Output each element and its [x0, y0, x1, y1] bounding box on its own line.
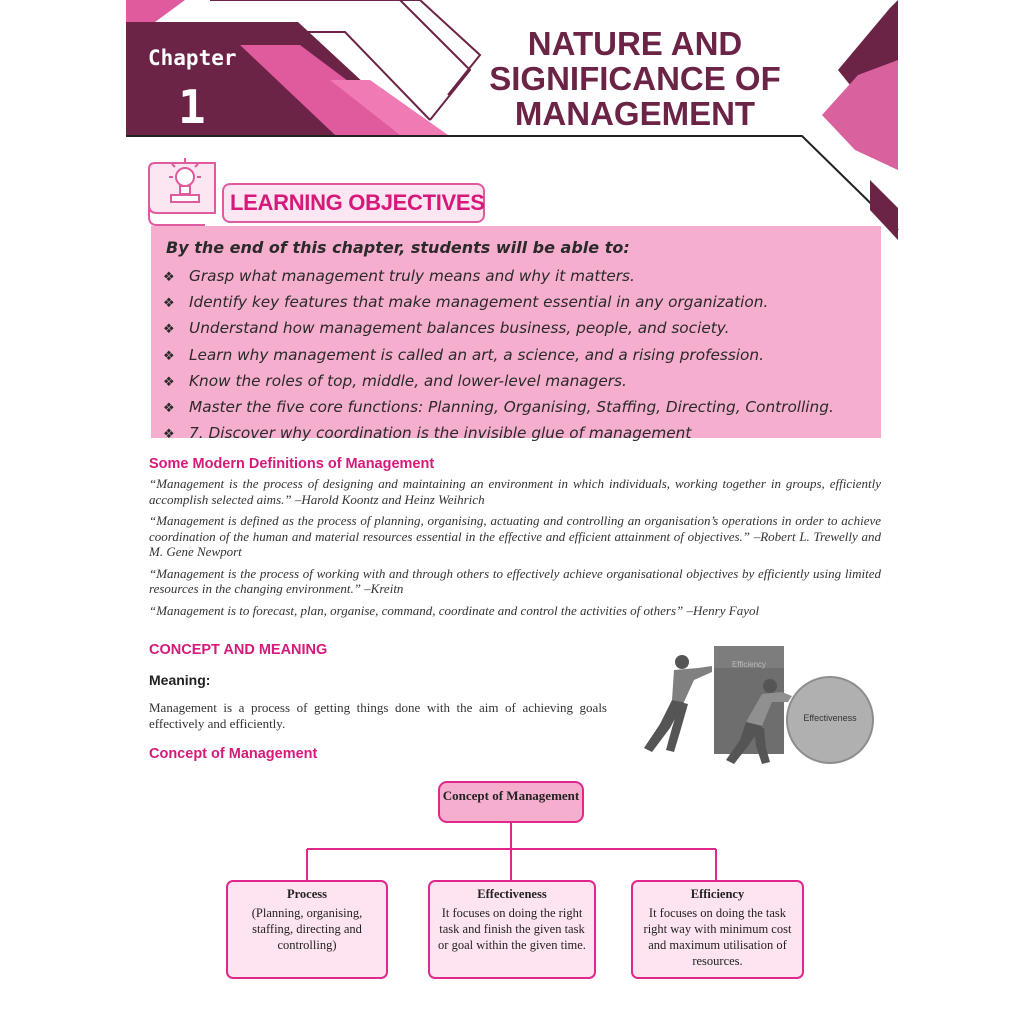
chapter-label: Chapter: [148, 46, 237, 70]
bullet-icon: ❖: [163, 270, 175, 285]
definitions-heading: Some Modern Definitions of Management: [149, 456, 435, 472]
objective-text: Grasp what management truly means and why it matters.: [189, 267, 635, 285]
chapter-title-line: MANAGEMENT: [514, 95, 756, 132]
objective-text: Know the roles of top, middle, and lower-level managers.: [189, 371, 627, 390]
node-title: Efficiency: [690, 887, 745, 901]
person-left-icon: [644, 655, 712, 752]
list-item: [163, 343, 834, 369]
bullet-icon: ❖: [163, 427, 175, 443]
definitions-list: [149, 476, 881, 624]
learning-objectives-heading: LEARNING OBJECTIVES: [230, 190, 485, 215]
node-text: It focuses on doing the task right way with minimum cost and maximum utilisation of resources.: [643, 906, 792, 968]
illustration-block-label: Efficiency: [731, 660, 767, 669]
chapter-number: 1: [178, 80, 206, 134]
illustration-ball-label: Effectiveness: [803, 713, 857, 723]
concept-meaning-heading: CONCEPT AND MEANING: [149, 642, 328, 658]
diagram-node-efficiency: [631, 880, 804, 979]
learning-objectives-intro: By the end of this chapter, students will be able to:: [166, 238, 630, 257]
node-title: Effectiveness: [477, 887, 547, 901]
list-item: [163, 316, 834, 342]
definition-item: “Management is the process of designing and maintaining an environment in which individuals, working together in groups, efficiently accomplish selected aims.” –Harold Koontz and Heinz Weihrich: [149, 476, 881, 507]
diagram-node-process: [226, 880, 388, 979]
lightbulb-scroll-icon: [145, 155, 225, 230]
list-item: [163, 264, 834, 290]
objective-text: Master the five core functions: Planning, Organising, Staffing, Directing, Controlling.: [189, 398, 834, 417]
diagram-node-effectiveness: [428, 880, 596, 979]
diagram-root-node: Concept of Management: [438, 781, 584, 823]
objective-text: Understand how management balances business, people, and society.: [189, 319, 730, 338]
definition-item: “Management is the process of working with and through others to effectively achieve organisational objectives by efficiently using limited resources in the changing environment.” –Kreitn: [149, 565, 881, 596]
chapter-title: [470, 26, 800, 131]
list-item: [163, 369, 834, 395]
efficiency-effectiveness-illustration: [622, 640, 884, 772]
list-item: [163, 290, 834, 316]
concept-of-management-heading: Concept of Management: [149, 746, 318, 762]
definition-item: “Management is defined as the process of planning, organising, actuating and controlling an organisation’s operations in order to achieve coordination of the human and material resources essential in the effective and efficient attainment of objectives.” –Robert L. Trewelly and M. Gene Newport: [149, 513, 881, 559]
node-text: (Planning, organising, staffing, directing and controlling): [251, 906, 363, 952]
meaning-label: Meaning:: [149, 672, 211, 688]
objective-text: Learn why management is called an art, a science, and a rising profession.: [189, 345, 764, 364]
bullet-icon: ❖: [163, 348, 175, 364]
list-item: [163, 421, 834, 447]
node-text: It focuses on doing the right task and finish the given task or goal within the given time.: [438, 906, 586, 952]
chapter-title-line: SIGNIFICANCE OF: [489, 60, 781, 97]
chapter-title-line: NATURE AND: [527, 25, 743, 62]
objective-text: Identify key features that make management essential in any organization.: [189, 293, 769, 312]
node-title: Process: [286, 887, 328, 901]
learning-objectives-list: [163, 264, 834, 447]
bullet-icon: ❖: [163, 296, 175, 312]
objective-text: 7. Discover why coordination is the invisible glue of management: [189, 424, 692, 443]
definition-item: “Management is to forecast, plan, organise, command, coordinate and control the activities of others” –Henry Fayol: [149, 602, 760, 618]
list-item: [163, 395, 834, 421]
meaning-text: Management is a process of getting things done with the aim of achieving goals effectively and efficiently.: [149, 700, 607, 731]
bullet-icon: ❖: [163, 322, 175, 338]
bullet-icon: ❖: [163, 374, 175, 390]
bullet-icon: ❖: [163, 401, 175, 417]
